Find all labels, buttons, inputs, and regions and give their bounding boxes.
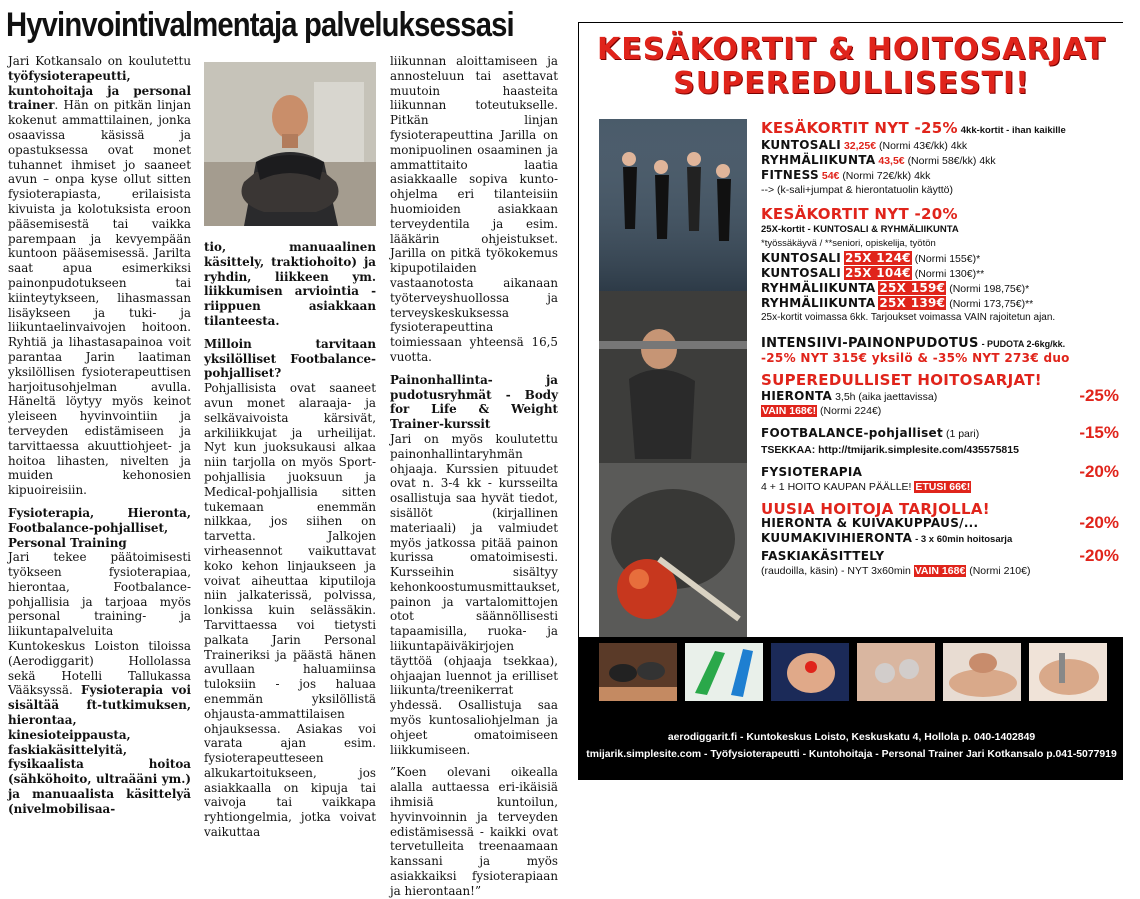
product: RYHMÄLIIKUNTA [761, 281, 876, 295]
price: 43,5€ [878, 155, 905, 167]
insoles-photo [685, 643, 763, 701]
hot-stone-photo [599, 643, 677, 701]
product: KUNTOSALI [761, 138, 842, 152]
price: 25X 124€ [844, 251, 911, 265]
discount-percent: -15% [1079, 423, 1119, 442]
offer-subtitle: 25X-kortit - KUNTOSALI & RYHMÄLIIKUNTA [761, 224, 959, 235]
product: FASKIAKÄSITTELY [761, 549, 885, 563]
offer-line [761, 480, 1119, 494]
product: HIERONTA [761, 389, 833, 403]
paragraph: tio, manuaalinen käsittely, traktiohoito) ja ryhdin, liikkeen ym. liikkumisen arviointia - riippuen asiakkaan tilanteesta. [204, 240, 376, 328]
offer-line [761, 168, 1119, 183]
footer-contact-2: tmijarik.simplesite.com - Työfysioterapeutti - Kuntohoitaja - Personal Trainer Jari Kotkansalo p.041-5077919 [586, 749, 1117, 760]
paragraph: Milloin tarvitaan yksilölliset Footbalance-pohjalliset? Pohjallisista ovat saaneet avun monet alaraaja- ja selkävaivoista kärsivät, arkiliikkujat ja urheilijat. Nyt kun juoksukausi alkaa niin tarjolla on myös Sport-pohjallisia juoksuun ja Medical-pohjallisia sitten tukemaan enemmän nilkkaa, jos siihen on tarvetta. Jalkojen virheasennot vaikuttavat koko kehon linjaukseen ja voivat aiheuttaa kiputiloja niin jalkaterissä, polvissa, lonkissa kuin selässäkin. Tarvittaessa voi tietysti palkata Jarin Personal Traineriksi ja päästä hänen avullaan haluamiinsa tuloksiin - jos haluaa enemmän yksilöllistä ohjausta-ammattilaisen ohjauksessa. Asiakas voi varata ajan esim. fysioterapeutteseen alkukartoitukseen, jos asiakkaalla on kipuja tai vaivoja tai vaikkapa ryhtiongelmia, jotka voivat vaikuttaa [204, 336, 376, 840]
quote-paragraph: ”Koen olevani oikealla alalla auttaessa eri-ikäisiä ihmisiä kuntoilun, hyvinvoinnin ja terveyden edistämisessä - kaikki ovat tervetulleita treenaamaan kanssani ja myös asiakkaiksi fysioterapiaan ja hierontaan!” [390, 765, 558, 898]
price: 32,25€ [843, 140, 877, 152]
offer-subtitle: - PUDOTA 2-6kg/kk. [981, 339, 1066, 349]
product: FOOTBALANCE-pohjalliset [761, 426, 944, 440]
section-title: UUSIA HOITOJA TARJOLLA! [761, 500, 990, 518]
paragraph: Jari Kotkansalo on koulutettu työfysioterapeutti, kuntohoitaja ja personal trainer. Hän on pitkän linjan kokenut ammattilainen, jonka osaavissa käsissä ja opastuksessa ovat monet tuhannet ihmiset jo saaneet avun – onpa kyse ollut sitten fysioterapiasta, erilaisista kivuista ja kolotuksista eroon pääsemisestä tai vaikka parempaan ja kevyempään kuntoon pääsemisessä. Jarilta saat apua esimerkiksi painonpudotukseen tai kiinteytykseen, lihasmassan lisäykseen ja tuki- ja liikuntaelinvaivojen hoitoon. Ryhtiä ja lihastasapainoa voit parantaa Jarin laatiman yksilöllisen fysioterapeuttisen harjoitusohjelman avulla. Häneltä löytyy myös keinot yleiseen hyvinvointiin ja terveyden edistämiseen ja tarvittaessa akuuttiohjeet- ja hoitoa lihasten, nivelten ja muiden kehonosien kipuoireisiin. [8, 54, 191, 498]
article-column-1 [8, 54, 191, 816]
offer-note: --> (k-sali+jumpat & hierontatuolin käyttö) [761, 184, 953, 196]
offer-line: -25% NYT 315€ yksilö & -35% NYT 273€ duo [761, 351, 1070, 365]
normal-price: (Normi 198,75€)* [949, 283, 1030, 295]
massage-photo [943, 643, 1021, 701]
paragraph: liikunnan aloittamiseen ja annosteluun tai asettavat muutoin haasteita liikunnan toteutukselle. Pitkän linjan fysioterapeuttina Jarilla on monipuolinen osaaminen ja ammattitaito laatia asiakkaalle sopiva kunto-ohjelma eri tilanteisiin huomioiden asiakkaan terveydentila ja esim. lääkärin ohjeistukset. Jarilla on pitkä työkokemus kipupotilaiden vastaanotosta aikanaan työterveyshuollossa ja terveyskeskuksessa fysioterapeuttina toimiessaan yhteensä 16,5 vuotta. [390, 54, 558, 364]
offer-validity: 25x-kortit voimassa 6kk. Tarjoukset voimassa VAIN rajoitetun ajan. [761, 312, 1056, 323]
product: KUNTOSALI [761, 266, 842, 280]
discount-percent: -20% [1079, 513, 1119, 532]
offer-line [761, 296, 1119, 311]
product: RYHMÄLIIKUNTA [761, 296, 876, 310]
massage-offer [761, 386, 1119, 405]
normal-price: (Normi 130€)** [914, 268, 985, 280]
normal-price: (Normi 58€/kk) 4kk [907, 155, 996, 167]
footer-contact-1: aerodiggarit.fi - Kuntokeskus Loisto, Keskuskatu 4, Hollola p. 040-1402849 [667, 732, 1036, 743]
offer-subtitle: 3,5h (aika jaettavissa) [835, 391, 938, 403]
physio-offer [761, 462, 1119, 481]
article-column-2 [204, 240, 376, 840]
offer-text: (raudoilla, käsin) - NYT 3x60min [761, 565, 911, 577]
offer-line [761, 404, 1119, 418]
ad-headline-line1: KESÄKORTIT & HOITOSARJAT [596, 32, 1107, 67]
article-column-3 [390, 54, 561, 898]
fascia-photo [1029, 643, 1107, 701]
price: 25X 104€ [844, 266, 911, 280]
ad-body [579, 119, 1124, 637]
product: KUNTOSALI [761, 251, 842, 265]
summer-cards-25 [761, 121, 1119, 138]
offer-line [761, 281, 1119, 296]
price: ETUSI 66€! [915, 481, 971, 493]
ad-footer [579, 729, 1124, 763]
normal-price: (Normi 210€) [969, 565, 1031, 577]
offer-title: INTENSIIVI-PAINONPUDOTUS [761, 336, 979, 351]
discount-percent: -20% [1079, 462, 1119, 481]
price: VAIN 168€! [762, 405, 817, 417]
fascia-offer [761, 546, 1119, 565]
offer-title: KESÄKORTIT NYT -20% [761, 205, 958, 223]
offer-line [761, 153, 1119, 168]
offer-line [761, 138, 1119, 153]
offer-line [761, 564, 1119, 578]
footbalance-offer [761, 423, 1119, 442]
price: VAIN 168€ [914, 565, 966, 577]
offer-subtitle: (1 pari) [945, 428, 980, 440]
discount-percent: -20% [1079, 546, 1119, 565]
article-title: Hyvinvointivalmentaja palveluksessasi [6, 6, 514, 44]
discount-percent: -25% [1079, 386, 1119, 405]
ad-header [579, 23, 1124, 119]
paragraph: Fysioterapia, Hieronta, Footbalance-pohjalliset, Personal Training Jari tekee päätoimisesti työkseen fysioterapiaa, hierontaa, Footbalance-pohjallisia ja tarjoaa myös personal training- ja liikuntapalveluita Kuntokeskus Loiston tiloissa (Aerodiggarit) Hollolassa sekä Hotelli Tallukassa Vääksyssä. Fysioterapia voi sisältää ft-tutkimuksen, hierontaa, kinesioteippausta, faskiakäsittelyitä, fysikaalista hoitoa (sähköhoito, ultraääni ym.) ja manuaalista käsittelyä (nivelmobilisaa- [8, 505, 191, 816]
paragraph: Painonhallinta- ja pudotusryhmät - Body for Life & Weight Trainer-kurssit Jari on myös koulutettu painonhallintaryhmän ohjaaja. Kurssien pituudet ovat n. 3-4 kk - kursseilta osallistuja saa hyvät tiedot, sisällöt (kirjallinen materiaali) ja valmiudet myös jatkossa pitää painon kurissa omatoimisesti. Kursseihin sisältyy kehonkoostumusmittaukset, painon ja vartalomittojen otot säännöllisesti tapaamisilla, ruoka- ja liikuntapäiväkirjojen täyttöä (ohjaaja tsekkaa), ohjaajan luennot ja erilliset liikunta/treenikerrat yhdessä. Osallistuja saa myös kuntosaliohjelman ja ohjeet omatoimiseen liikkumiseen. [390, 372, 561, 757]
price: 54€ [821, 170, 840, 182]
ad-offers [761, 121, 1119, 578]
price: 25X 159€ [879, 281, 946, 295]
price: 25X 139€ [879, 296, 946, 310]
normal-price: (Normi 155€)* [914, 253, 981, 265]
offer-title: KESÄKORTIT NYT -25% [761, 119, 958, 137]
normal-price: (Normi 224€) [820, 405, 882, 417]
normal-price: (Normi 72€/kk) 4kk [842, 170, 931, 182]
cupping-photo [857, 643, 935, 701]
offer-link[interactable]: TSEKKAA: http://tmijarik.simplesite.com/435575815 [761, 444, 1019, 456]
product: KUUMAKIVIHIERONTA [761, 531, 913, 545]
physio-photo [771, 643, 849, 701]
product: FITNESS [761, 168, 819, 182]
offer-subtitle: 4kk-kortit - ihan kaikille [960, 125, 1066, 136]
product: HIERONTA & KUIVAKUPPAUS/... [761, 516, 979, 530]
ad-photo-strip [599, 119, 747, 637]
product: FYSIOTERAPIA [761, 465, 863, 479]
treatment-photos [599, 643, 1109, 701]
advertisement [578, 22, 1123, 780]
offer-line [761, 266, 1119, 281]
offer-note: *työssäkäyvä / **seniori, opiskelija, työtön [761, 238, 936, 249]
intensive-weight-loss [761, 337, 1119, 351]
portrait-photo [204, 62, 376, 226]
offer-subtitle: - 3 x 60min hoitosarja [915, 534, 1013, 545]
cupping-offer [761, 513, 1119, 532]
normal-price: (Normi 43€/kk) 4kk [878, 140, 968, 152]
ad-headline [579, 33, 1124, 101]
offer-text: 4 + 1 HOITO KAUPAN PÄÄLLE! [761, 481, 912, 493]
product: RYHMÄLIIKUNTA [761, 153, 876, 167]
section-title: SUPEREDULLISET HOITOSARJAT! [761, 371, 1042, 389]
hot-stone-offer [761, 531, 1119, 547]
summer-cards-20 [761, 207, 1119, 223]
offer-line [761, 251, 1119, 266]
ad-headline-line2: SUPEREDULLISESTI! [673, 66, 1030, 101]
normal-price: (Normi 173,75€)** [949, 298, 1034, 310]
